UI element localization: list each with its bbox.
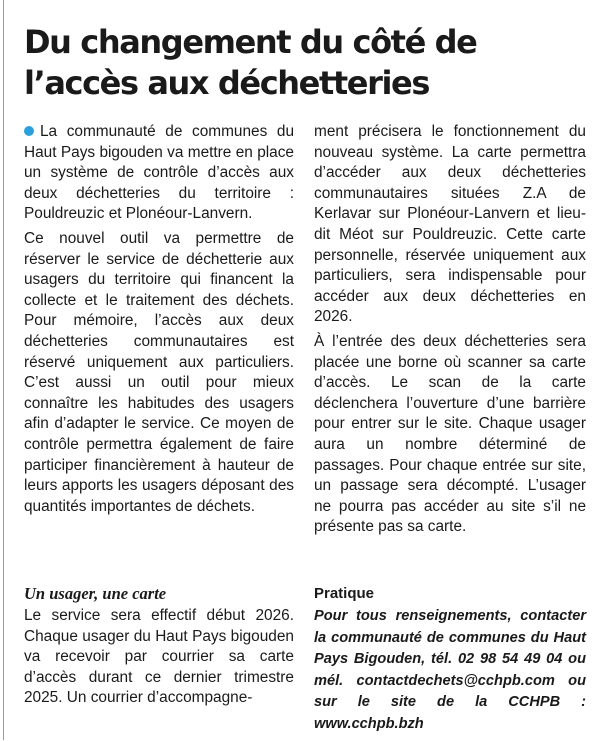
paragraph-2: Ce nouvel outil va permettre de réserver le service de déchetterie aux usagers du territoire qui financent la collecte et le traitement des déchets. Pour mémoire, l’accès aux deux déchetteries communautaires est réservé uniquement aux particuliers. C’est aussi un outil pour mieux connaître les habitudes des usagers afin d’adapter le service. Ce moyen de contrôle permettra également de faire participer financièrement à hauteur de leurs apports les usagers déposant des quantités importantes de déchets. xyxy=(24,229,294,515)
paragraph-4: À l’entrée des deux déchetteries sera placée une borne où scanner sa carte d’accès. Le scan de la carte déclenchera l’ouverture d’une barrière pour entrer sur le site. Chaque usager aura un nombre déterminé de passages. Pour chaque entrée sur site, un passage sera décompté. L’usager ne pourra pas accéder au site s’il ne présente pas sa carte. xyxy=(314,332,586,536)
lower-left xyxy=(24,606,294,709)
article-title: Du changement du côté de l’accès aux déchetteries xyxy=(24,23,477,102)
bullet-icon xyxy=(24,126,34,136)
subheading-card: Un usager, une carte xyxy=(24,584,167,603)
left-column xyxy=(24,122,294,521)
intro-text: La communauté de communes du Haut Pays bigouden va mettre en place un système de contrôle d’accès aux deux déchetteries du territoire : Pouldreuzic et Plonéour-Lanvern. xyxy=(24,123,294,223)
practical-info: Pour tous renseignements, contacter la communauté de communes du Haut Pays Bigouden, tél. 02 98 54 49 04 ou mél. contactdechets@cchpb.com ou sur le site de la CCHPB : www.cchpb.bzh xyxy=(314,608,586,732)
right-column xyxy=(314,122,586,542)
paragraph-3-start: Le service sera effectif début 2026. Chaque usager du Haut Pays bigouden va recevoir par courrier sa carte d’accès durant ce dernier trimestre 2025. Un courrier d’accompagne- xyxy=(24,607,294,707)
intro-paragraph xyxy=(24,122,294,225)
subheading-practical: Pratique xyxy=(314,585,375,602)
lower-right xyxy=(314,606,586,736)
paragraph-3-end: ment précisera le fonctionnement du nouveau système. La carte permettra d’accéder aux deux déchetteries communautaires situées Z.A de Kerlavar sur Plonéour-Lanvern et lieu-dit Méot sur Pouldreuzic. Cette carte personnelle, réservée uniquement aux particuliers, sera indispensable pour accéder aux deux déchetteries en 2026. xyxy=(314,123,586,326)
